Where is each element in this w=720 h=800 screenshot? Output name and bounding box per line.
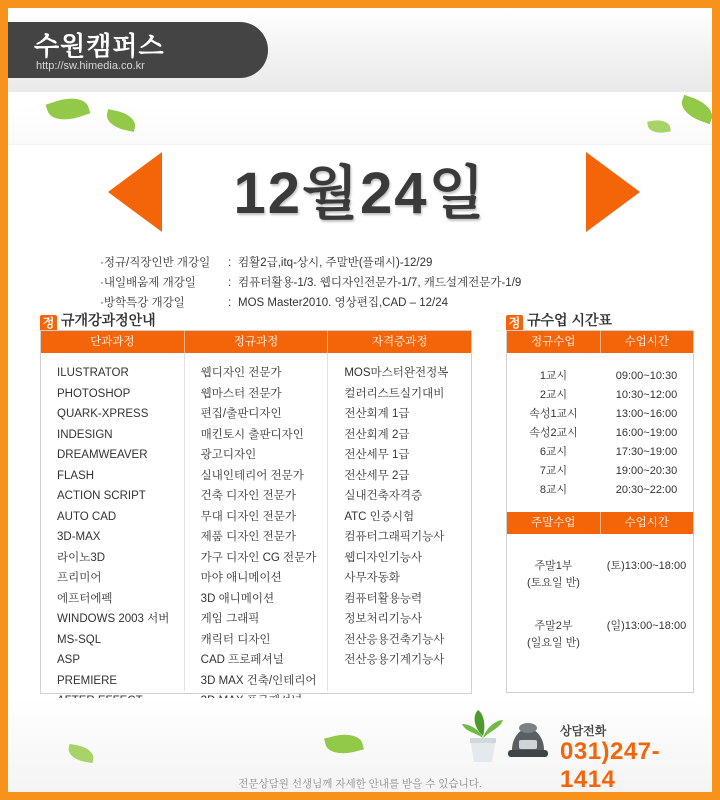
list-item: 게임 그래픽 xyxy=(200,613,260,625)
list-item: 실내건축자격증 xyxy=(344,490,423,502)
notice-colon: : xyxy=(228,297,232,309)
table-row xyxy=(507,386,693,405)
cell-time: (토)13:00~18:00 xyxy=(606,560,687,572)
right-section-heading xyxy=(506,310,612,332)
cell-time: 19:00~20:30 xyxy=(615,465,678,477)
list-item: MOS마스터완전정복 xyxy=(344,367,449,379)
list-item: AUTO CAD xyxy=(57,510,117,523)
list-item: 에프터에펙 xyxy=(57,592,113,605)
course-table xyxy=(40,330,472,694)
cell-class: 속성1교시 xyxy=(529,408,578,420)
cell-class: 6교시 xyxy=(539,446,568,458)
campus-title: 수원캠퍼스 xyxy=(34,31,165,61)
course-column-jagyeok xyxy=(328,353,471,691)
list-item: ILUSTRATOR xyxy=(57,367,129,379)
cell-class: 주말1부 xyxy=(534,560,573,572)
list-item: ATC 인증시험 xyxy=(344,510,415,523)
table-row xyxy=(507,558,693,592)
list-item: PREMIERE xyxy=(57,674,118,687)
notice-colon: : xyxy=(228,257,232,269)
cell-class-note: (일요일 반) xyxy=(527,637,580,649)
list-item: 캐릭터 디자인 xyxy=(200,633,271,646)
course-column-danga xyxy=(41,353,185,691)
cell-class: 주말2부 xyxy=(534,620,573,632)
cell-time: (일)13:00~18:00 xyxy=(606,620,687,632)
list-item: MS-SQL xyxy=(57,633,102,646)
weekend-schedule-body xyxy=(507,534,693,652)
cell-time: 20:30~22:00 xyxy=(615,484,678,496)
plant-icon xyxy=(460,706,506,764)
column-header-weekend-class: 주말수업 xyxy=(507,512,601,534)
list-item: 웹마스터 전문가 xyxy=(200,387,282,400)
list-item: 웹디자인기능사 xyxy=(344,551,423,564)
list-item: 제품 디자인 전문가 xyxy=(200,531,296,543)
list-item: 웹디자인 전문가 xyxy=(200,367,282,379)
list-item: 매킨토시 출판디자인 xyxy=(200,428,304,441)
list-item: 컬러리스트실기대비 xyxy=(344,387,445,400)
right-section-title: 규수업 시간표 xyxy=(527,312,613,328)
list-item: 전산회계 1급 xyxy=(344,408,410,420)
list-item: 라이노3D xyxy=(57,551,106,564)
list-item: PHOTOSHOP xyxy=(57,387,131,400)
table-row xyxy=(507,462,693,481)
campus-url[interactable]: http://sw.himedia.co.kr xyxy=(36,60,145,72)
cell-class: 2교시 xyxy=(539,389,568,401)
list-item: 컴퓨터활용능력 xyxy=(344,592,423,605)
section-badge: 정 xyxy=(506,315,523,332)
left-section-heading xyxy=(40,310,156,332)
list-item: 무대 디자인 전문가 xyxy=(200,510,296,523)
list-item: QUARK-XPRESS xyxy=(57,408,149,420)
column-header-danga: 단과과정 xyxy=(41,331,185,353)
notice-list xyxy=(100,254,660,314)
list-item: 3D MAX 건축/인테리어 xyxy=(200,674,317,687)
list-item: 전산응용건축기능사 xyxy=(344,633,445,646)
notice-text: 컴활2급,itq-상시, 주말반(플래시)-12/29 xyxy=(238,257,433,269)
notice-colon: : xyxy=(228,277,232,289)
cell-class-group xyxy=(507,558,600,592)
notice-label: ·내일배움제 개강일 xyxy=(100,277,196,289)
notice-label: ·방학특강 개강일 xyxy=(100,297,185,309)
notice-label: ·정규/직장인반 개강일 xyxy=(100,257,211,269)
list-item: 가구 디자인 CG 전문가 xyxy=(200,551,317,564)
cell-time: 17:30~19:00 xyxy=(615,446,678,458)
weekend-schedule-table xyxy=(506,512,694,693)
cell-class-note: (토요일 반) xyxy=(527,577,580,589)
cell-time: 10:30~12:00 xyxy=(615,389,678,401)
cell-class: 7교시 xyxy=(539,465,568,477)
list-item: 실내인테리어 전문가 xyxy=(200,469,304,482)
list-item: 3D-MAX xyxy=(57,531,101,543)
list-item: 사무자동화 xyxy=(344,572,400,584)
notice-row xyxy=(100,274,660,292)
list-item: FLASH xyxy=(57,469,95,482)
list-item: DREAMWEAVER xyxy=(57,449,148,461)
page-header xyxy=(8,8,712,92)
list-item: 전산세무 2급 xyxy=(344,469,410,482)
weekend-schedule-header xyxy=(507,512,693,534)
list-item: 전산세무 1급 xyxy=(344,449,410,461)
notice-row xyxy=(100,254,660,272)
list-item: WINDOWS 2003 서버 xyxy=(57,613,170,625)
call-label: 상담전화 xyxy=(560,724,607,738)
weekday-schedule-body xyxy=(507,353,693,500)
table-row xyxy=(507,481,693,500)
cell-time: 13:00~16:00 xyxy=(615,408,678,420)
hero-banner xyxy=(8,136,712,256)
list-item: 컴퓨터그래픽기능사 xyxy=(344,531,445,543)
list-item: ACTION SCRIPT xyxy=(57,490,146,502)
cell-time: 16:00~19:00 xyxy=(615,427,678,439)
call-number[interactable]: 031)247-1414 xyxy=(560,738,661,792)
cell-class: 1교시 xyxy=(539,370,568,382)
notice-text: MOS Master2010. 영상편집,CAD – 12/24 xyxy=(238,297,448,309)
weekday-schedule-header xyxy=(507,331,693,353)
cell-class: 8교시 xyxy=(539,484,568,496)
cell-class: 속성2교시 xyxy=(529,427,578,439)
list-item: 마야 애니메이션 xyxy=(200,572,282,584)
list-item: 전산응용기계기능사 xyxy=(344,654,445,666)
list-item: 건축 디자인 전문가 xyxy=(200,490,296,502)
cell-time: 09:00~10:30 xyxy=(615,370,678,382)
list-item: 3D 애니메이션 xyxy=(200,592,275,605)
list-item: INDESIGN xyxy=(57,428,113,441)
phone-icon xyxy=(506,720,550,760)
list-item: 광고디자인 xyxy=(200,449,257,461)
column-header-weekday-class: 정규수업 xyxy=(507,331,601,353)
table-row xyxy=(507,424,693,443)
list-item: 편집/출판디자인 xyxy=(200,408,282,420)
section-badge: 정 xyxy=(40,315,57,332)
notice-text: 컴퓨터활용-1/3. 웹디자인전문가-1/7, 캐드설계전문가-1/9 xyxy=(238,277,522,289)
list-item: 정보처리기능사 xyxy=(344,613,423,625)
list-item: ASP xyxy=(57,654,81,666)
cell-class-group xyxy=(507,618,600,652)
course-table-header xyxy=(41,331,471,353)
course-column-junggyu xyxy=(185,353,329,691)
list-item: 전산회계 2급 xyxy=(344,428,410,441)
column-header-jagyeok: 자격증과정 xyxy=(371,336,428,348)
column-header-junggyu: 정규과정 xyxy=(185,331,329,353)
table-row xyxy=(507,405,693,424)
table-row xyxy=(507,618,693,652)
list-item: CAD 프로페셔널 xyxy=(200,654,284,666)
hero-date: 12월24일 xyxy=(233,161,487,226)
list-item: 프리미어 xyxy=(57,572,102,584)
course-table-body xyxy=(41,353,471,691)
weekday-schedule-table xyxy=(506,330,694,522)
left-section-title: 규개강과정안내 xyxy=(61,312,156,328)
column-header-weekend-time: 수업시간 xyxy=(624,517,669,529)
call-note: 전문상담원 선생님께 자세한 안내를 받을 수 있습니다. xyxy=(238,778,482,790)
table-row xyxy=(507,443,693,462)
column-header-weekday-time: 수업시간 xyxy=(624,336,669,348)
poster-page xyxy=(8,8,712,792)
table-row xyxy=(507,367,693,386)
